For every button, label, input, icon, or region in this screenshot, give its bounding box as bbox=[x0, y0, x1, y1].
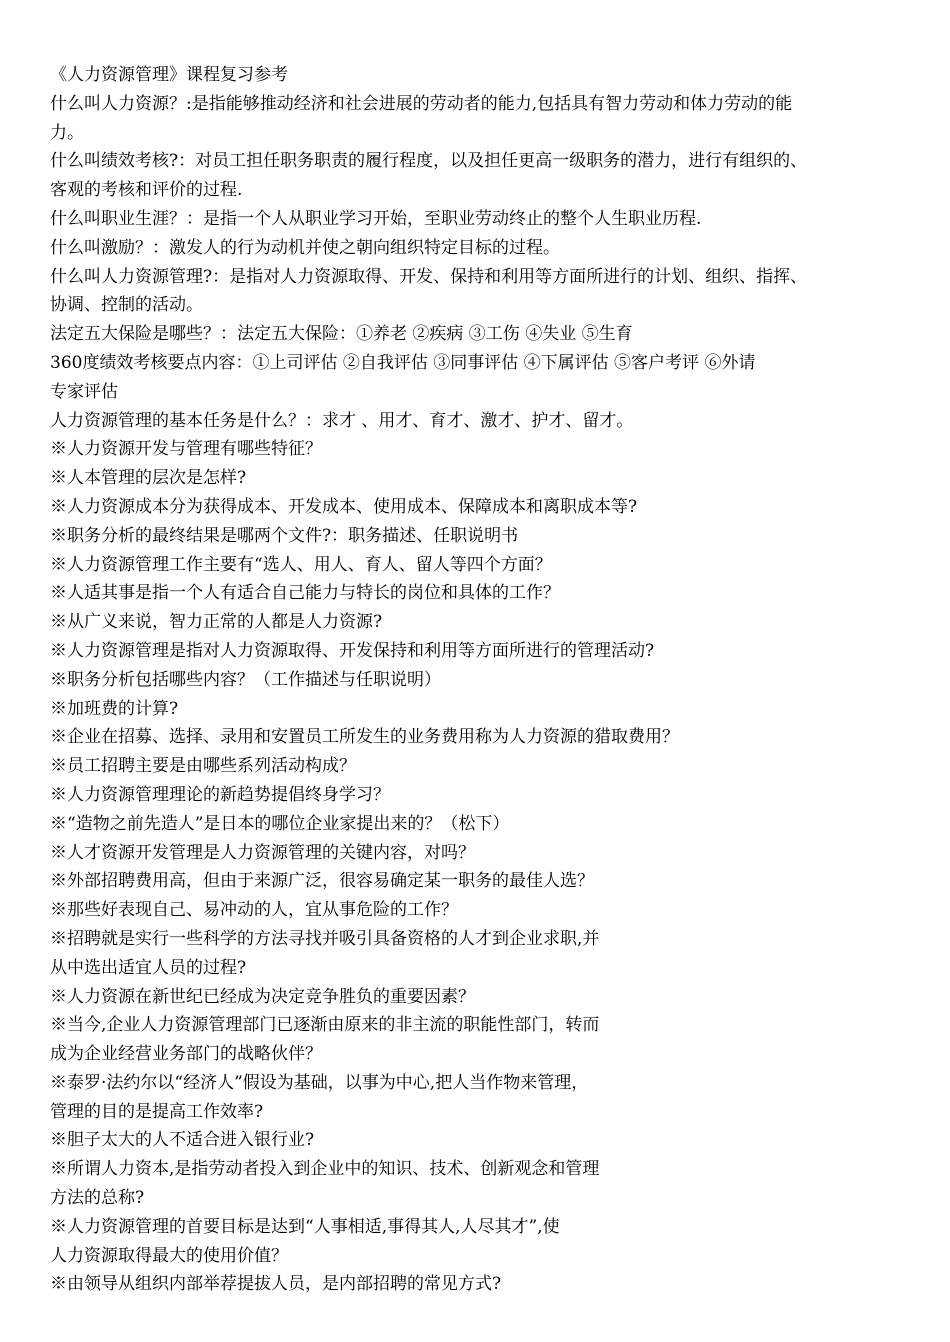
text-line: 专家评估 bbox=[50, 381, 118, 402]
text-line: ※外部招聘费用高，但由于来源广泛，很容易确定某一职务的最佳人选？ bbox=[50, 871, 594, 892]
text-line: ※从广义来说，智力正常的人都是人力资源? bbox=[50, 612, 383, 633]
text-line: ※人力资源管理理论的新趋势提倡终身学习？ bbox=[50, 784, 390, 805]
text-line: 从中选出适宜人员的过程? bbox=[50, 957, 247, 978]
text-line: 360度绩效考核要点内容：①上司评估 ②自我评估 ③同事评估 ④下属评估 ⑤客户考评 ⑥外请 bbox=[50, 352, 756, 373]
text-line: 什么叫人力资源管理?：是指对人力资源取得、开发、保持和利用等方面所进行的计划、组织、指挥、 bbox=[50, 266, 808, 287]
text-line: ※人本管理的层次是怎样? bbox=[50, 468, 247, 489]
text-line: ※人力资源开发与管理有哪些特征？ bbox=[50, 439, 322, 460]
text-line: 人力资源取得最大的使用价值？ bbox=[50, 1245, 288, 1266]
text-line: ※企业在招募、选择、录用和安置员工所发生的业务费用称为人力资源的猎取费用？ bbox=[50, 727, 679, 748]
text-line: ※所谓人力资本,是指劳动者投入到企业中的知识、技术、创新观念和管理 bbox=[50, 1159, 600, 1180]
text-line: ※当今,企业人力资源管理部门已逐渐由原来的非主流的职能性部门，转而 bbox=[50, 1015, 600, 1036]
text-line: ※由领导从组织内部举荐提拔人员，是内部招聘的常见方式? bbox=[50, 1274, 502, 1295]
document-title: 《人力资源管理》课程复习参考 bbox=[50, 65, 288, 85]
text-line: 客观的考核和评价的过程. bbox=[50, 180, 243, 201]
text-line: 管理的目的是提高工作效率? bbox=[50, 1101, 264, 1122]
text-line: 法定五大保险是哪些？：法定五大保险：①养老 ②疾病 ③工伤 ④失业 ⑤生育 bbox=[50, 324, 633, 345]
text-line: ※人力资源管理工作主要有“选人、用人、育人、留人等四个方面？ bbox=[50, 554, 552, 575]
text-line: 协调、控制的活动。 bbox=[50, 295, 203, 316]
text-line: ※那些好表现自己、易冲动的人，宜从事危险的工作？ bbox=[50, 900, 458, 921]
text-line: ※职务分析包括哪些内容？（工作描述与任职说明） bbox=[50, 669, 441, 690]
text-line: 人力资源管理的基本任务是什么？：求才 、用才、育才、激才、护才、留才。 bbox=[50, 410, 634, 431]
text-line: ※招聘就是实行一些科学的方法寻找并吸引具备资格的人才到企业求职,并 bbox=[50, 928, 600, 949]
text-line: 成为企业经营业务部门的战略伙伴？ bbox=[50, 1044, 322, 1065]
text-line: ※加班费的计算? bbox=[50, 698, 179, 719]
text-line: ※员工招聘主要是由哪些系列活动构成？ bbox=[50, 756, 356, 777]
text-line: 方法的总称? bbox=[50, 1188, 145, 1209]
text-line: ※职务分析的最终结果是哪两个文件?：职务描述、任职说明书 bbox=[50, 525, 519, 546]
text-line: 什么叫激励？：激发人的行为动机并使之朝向组织特定目标的过程。 bbox=[50, 237, 560, 258]
text-line: ※胆子太大的人不适合进入银行业? bbox=[50, 1130, 315, 1151]
text-line: 什么叫人力资源？:是指能够推动经济和社会进展的劳动者的能力,包括具有智力劳动和体力劳动的能 bbox=[50, 93, 793, 114]
text-line: 力。 bbox=[50, 122, 84, 143]
text-line: ※人才资源开发管理是人力资源管理的关键内容，对吗？ bbox=[50, 842, 475, 863]
text-line: ※人力资源成本分为获得成本、开发成本、使用成本、保障成本和离职成本等? bbox=[50, 496, 638, 517]
text-line: ※人力资源在新世纪已经成为决定竞争胜负的重要因素？ bbox=[50, 986, 475, 1007]
text-line: ※人适其事是指一个人有适合自己能力与特长的岗位和具体的工作？ bbox=[50, 583, 560, 604]
text-line: 什么叫职业生涯？：是指一个人从职业学习开始，至职业劳动终止的整个人生职业历程. bbox=[50, 208, 702, 229]
text-line: ※“造物之前先造人”是日本的哪位企业家提出来的？（松下） bbox=[50, 813, 510, 834]
text-line: 什么叫绩效考核?：对员工担任职务职责的履行程度，以及担任更高一级职务的潜力，进行有组织的、 bbox=[50, 151, 808, 172]
text-line: ※泰罗·法约尔以“经济人”假设为基础，以事为中心,把人当作物来管理， bbox=[50, 1072, 589, 1093]
document-page bbox=[50, 61, 910, 1299]
text-line: ※人力资源管理是指对人力资源取得、开发保持和利用等方面所进行的管理活动? bbox=[50, 640, 655, 661]
text-line: ※人力资源管理的首要目标是达到“人事相适,事得其人,人尽其才”,使 bbox=[50, 1216, 560, 1237]
